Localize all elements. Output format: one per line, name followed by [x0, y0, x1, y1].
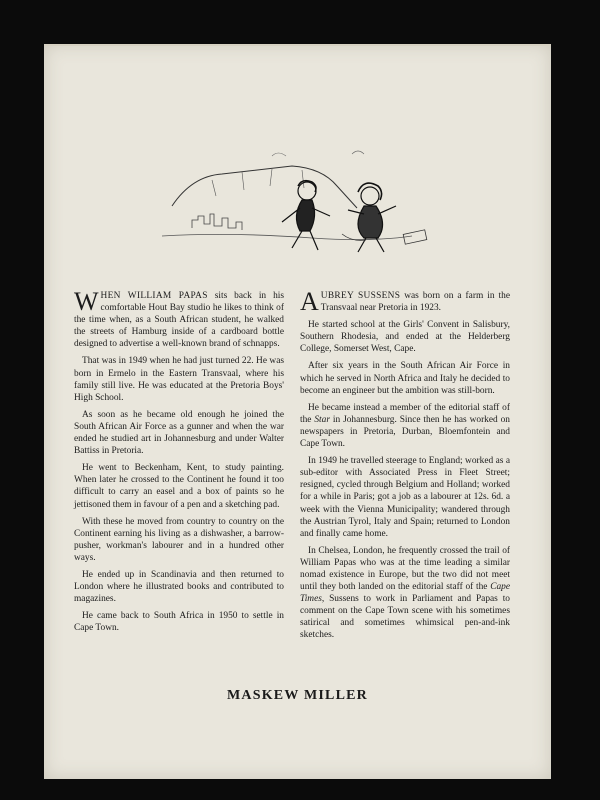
- walking-woman-figure: [348, 183, 396, 252]
- newspaper-title: Star: [314, 414, 330, 425]
- papas-paragraph-6: He ended up in Scandinavia and then returned to London where he illustrated books and contributed to magazines.: [74, 569, 284, 605]
- newspaper-title: Cape Times: [300, 582, 510, 605]
- papas-paragraph-1: [74, 287, 285, 350]
- book-back-cover: [44, 44, 551, 779]
- paragraph-text: was born on a farm in the Transvaal near Pretoria in 1923.: [320, 291, 510, 314]
- sussens-paragraph-6: [300, 545, 510, 642]
- publisher-name: MASKEW MILLER: [227, 688, 368, 703]
- drop-cap: W: [74, 287, 99, 316]
- pen-and-ink-illustration: [152, 136, 452, 264]
- drop-cap: A: [300, 287, 319, 316]
- paragraph-text: sits back in his comfortable Hout Bay studio he likes to think of the time when, as a South African student, he walked the streets of Hamburg inside of a cardboard bottle designed to advertise a well-known brand of schnapps.: [74, 291, 285, 350]
- lead-in-name: HEN WILLIAM PAPAS: [100, 291, 208, 301]
- aubrey-sussens-biography: [300, 287, 510, 647]
- paragraph-text: in Johannesburg. Since then he has worked on newspapers in Pretoria, Durban, Bloemfontein and Cape Town.: [300, 414, 510, 450]
- sussens-paragraph-2: He started school at the Girls' Convent in Salisbury, Southern Rhodesia, and ended at the Helderberg College, Somerset West, Cape.: [300, 320, 510, 355]
- papas-paragraph-4: He went to Beckenham, Kent, to study painting. When later he crossed to the Continent he found it too difficult to carry an easel and a box of paints so he jettisoned them in favour of a pen and a sketching pad.: [74, 463, 284, 510]
- papas-paragraph-5: With these he moved from country to country on the Continent earning his living as a dishwasher, a barrow-pusher, workman's labourer and in a hundred other ways.: [74, 516, 284, 563]
- william-papas-biography: [74, 287, 285, 639]
- lead-in-name: UBREY SUSSENS: [320, 291, 401, 301]
- papas-paragraph-7: He came back to South Africa in 1950 to settle in Cape Town.: [74, 611, 284, 634]
- sussens-paragraph-1: [300, 287, 510, 316]
- walking-man-figure: [282, 181, 330, 250]
- papas-paragraph-2: That was in 1949 when he had just turned 22. He was born in Ermelo in the Eastern Transvaal, where his family still live. He was educated at the Pretoria Boys' High School.: [74, 356, 284, 403]
- sussens-paragraph-3: After six years in the South African Air Force in which he served in North Africa and Italy he decided to become an engineer but the ambition was still-born.: [300, 361, 510, 396]
- paragraph-text: , Sussens to work in Parliament and Papas to comment on the Cape Town scene with his sometimes satirical and sometimes whimsical pen-and-ink sketches.: [300, 594, 510, 641]
- paragraph-text: In Chelsea, London, he frequently crossed the trail of William Papas who was at the time leading a similar nomad existence in Europe, but the two did not meet until they both landed on the editorial staff of the: [300, 545, 510, 593]
- sussens-paragraph-4: [300, 402, 510, 450]
- sussens-paragraph-5: In 1949 he travelled steerage to England; worked as a sub-editor with Associated Press in Fleet Street; resigned, cycled through Belgium and Holland; worked for a while in Paris; got a job as a labourer at 12s. 6d. a week with the Vienna Municipality; wandered through the Austrian Tyrol, Italy and Spain; returned to London and finally came home.: [300, 456, 510, 539]
- paragraph-text: He became instead a member of the editorial staff of the: [300, 402, 510, 425]
- papas-paragraph-3: As soon as he became old enough he joined the South African Air Force as a gunner and when the war ended he studied art in Johannesburg and under Walter Battiss in Pretoria.: [74, 409, 284, 457]
